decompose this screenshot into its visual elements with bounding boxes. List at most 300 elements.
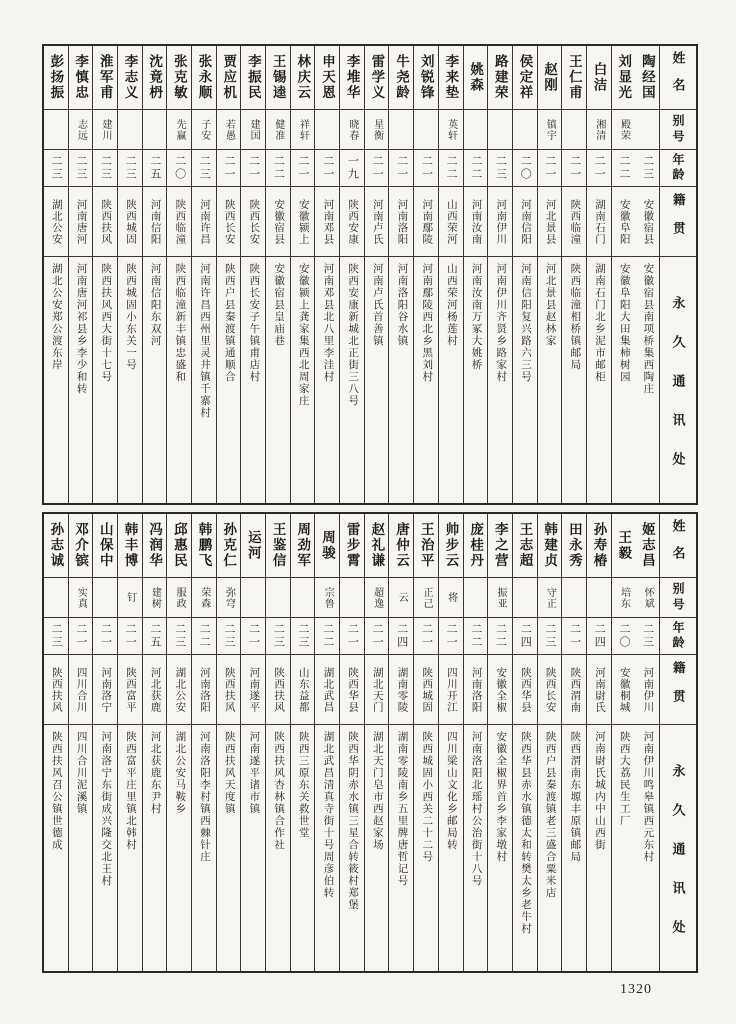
person-alias-cell (69, 110, 93, 150)
person-name-cell (291, 514, 315, 578)
person-alias: 怀斌 (642, 586, 654, 609)
person-alias-cell (562, 578, 586, 618)
person-age-cell (488, 618, 512, 655)
person-address: 安徽阜阳大田集柿树园 (618, 263, 630, 383)
person-native: 河南洛阳 (199, 666, 211, 713)
person-column (537, 514, 562, 971)
person-column (611, 514, 636, 971)
person-native-cell (167, 187, 191, 257)
person-name: 王毅 (616, 530, 632, 561)
person-alias-cell (266, 110, 290, 150)
person-age-cell (217, 618, 241, 655)
header-name (660, 46, 696, 110)
person-name-cell (93, 514, 117, 578)
person-name-cell (143, 514, 167, 578)
person-age-cell (587, 618, 611, 655)
person-name-cell (315, 46, 339, 110)
person-name: 李振民 (245, 54, 261, 101)
person-alias-cell (118, 578, 142, 618)
header-age (660, 150, 696, 187)
person-native: 安徽桐城 (618, 666, 630, 713)
person-age-cell (340, 618, 364, 655)
person-address-cell (118, 725, 142, 971)
person-age-cell (266, 150, 290, 187)
person-native-cell (69, 187, 93, 257)
person-address: 河南遂平诸市镇 (248, 731, 260, 815)
person-alias: 建树 (149, 586, 161, 609)
person-name-cell (167, 514, 191, 578)
header-native-place-label: 籍贯 (671, 193, 686, 250)
directory-section-top (42, 44, 698, 505)
person-name: 陶经国 (639, 54, 655, 101)
person-alias-cell (464, 110, 488, 150)
person-alias: 弥穹 (223, 586, 235, 609)
person-alias-cell (439, 578, 463, 618)
person-native: 陕西长安 (544, 666, 556, 713)
person-native-cell (315, 655, 339, 725)
person-age-cell (635, 618, 659, 655)
person-column (142, 46, 167, 503)
person-alias-cell (365, 110, 389, 150)
person-address-cell (513, 257, 537, 503)
person-name: 唐仲云 (394, 522, 410, 569)
person-column (92, 46, 117, 503)
person-address: 陕西华阴赤水镇三星合转筱村郑堡 (347, 731, 359, 911)
person-alias-cell (587, 578, 611, 618)
person-address-cell (69, 257, 93, 503)
person-native-cell (635, 655, 659, 725)
person-age-cell (93, 150, 117, 187)
person-address-cell (635, 725, 659, 971)
person-native-cell (464, 187, 488, 257)
person-age-cell (69, 618, 93, 655)
person-address: 河南信阳复兴路六三号 (519, 263, 531, 383)
person-name-cell (538, 514, 562, 578)
person-alias-cell (513, 110, 537, 150)
person-alias-cell (143, 578, 167, 618)
person-alias-cell (217, 110, 241, 150)
person-address-cell (69, 725, 93, 971)
person-name-cell (266, 46, 290, 110)
person-name-cell (513, 514, 537, 578)
person-column (240, 514, 265, 971)
person-name: 韩丰博 (122, 522, 138, 569)
person-name: 王志超 (517, 522, 533, 569)
person-age: 二一 (568, 623, 581, 649)
header-address (660, 725, 696, 971)
person-age: 二一 (321, 155, 334, 181)
directory-table (42, 44, 698, 973)
person-address: 河南洛阳谷水镇 (396, 263, 408, 347)
person-address-cell (192, 257, 216, 503)
person-native-cell (488, 655, 512, 725)
person-address: 陕西渭南东塬丰原镇邮局 (569, 731, 581, 863)
person-name: 王仁甫 (566, 54, 582, 101)
person-name: 孙克仁 (221, 522, 237, 569)
person-name: 林庆云 (295, 54, 311, 101)
person-name: 牛尧龄 (394, 54, 410, 101)
person-age: 二一 (346, 623, 359, 649)
person-address-cell (464, 257, 488, 503)
person-native: 安徽阜阳 (618, 198, 630, 245)
person-alias: 子安 (198, 118, 210, 141)
person-native-cell (562, 187, 586, 257)
person-column (339, 46, 364, 503)
person-alias-cell (389, 578, 413, 618)
person-address: 陕西长安子午镇甫店村 (248, 263, 260, 383)
person-alias-cell (488, 110, 512, 150)
person-native: 安徽全椒 (495, 666, 507, 713)
person-age: 二四 (593, 623, 606, 649)
person-address-cell (562, 257, 586, 503)
person-native: 陕西安康 (347, 198, 359, 245)
person-native-cell (513, 655, 537, 725)
person-native-cell (192, 655, 216, 725)
person-address-cell (143, 257, 167, 503)
person-alias-cell (69, 578, 93, 618)
person-alias: 实真 (75, 586, 87, 609)
person-native: 陕西渭南 (569, 666, 581, 713)
person-name-cell (69, 46, 93, 110)
person-alias-cell (414, 110, 438, 150)
person-name: 刘显光 (616, 54, 632, 101)
person-address: 河南洛阳李村镇西棘针庄 (199, 731, 211, 863)
person-name-cell (389, 514, 413, 578)
person-age-cell (192, 150, 216, 187)
person-alias-cell (291, 110, 315, 150)
person-age-cell (118, 150, 142, 187)
person-native: 山东益都 (297, 666, 309, 713)
person-age: 二四 (395, 623, 408, 649)
person-name-cell (241, 514, 265, 578)
person-native-cell (340, 655, 364, 725)
person-column (388, 514, 413, 971)
person-name-cell (439, 46, 463, 110)
person-native-cell (217, 187, 241, 257)
person-age-cell (241, 618, 265, 655)
person-name-cell (69, 514, 93, 578)
person-name-cell (439, 514, 463, 578)
person-name-cell (192, 46, 216, 110)
header-address-label: 永久通讯处 (670, 295, 686, 491)
row-header-column (659, 514, 696, 971)
person-native-cell (365, 655, 389, 725)
person-name: 冯润华 (147, 522, 163, 569)
person-age: 二三 (124, 155, 137, 181)
person-alias: 志远 (75, 118, 87, 141)
person-alias: 钉 (124, 592, 136, 603)
person-name: 路建荣 (492, 54, 508, 101)
person-column (68, 514, 93, 971)
person-age: 二三 (272, 623, 285, 649)
person-age: 二一 (445, 623, 458, 649)
person-alias-cell (513, 578, 537, 618)
person-alias-cell (167, 110, 191, 150)
page-number: 1320 (620, 982, 652, 997)
person-address: 安徽宿县南项桥集西陶庄 (642, 263, 654, 395)
person-age: 二一 (74, 623, 87, 649)
person-native-cell (118, 187, 142, 257)
person-name-cell (241, 46, 265, 110)
person-native: 河南邓县 (322, 198, 334, 245)
person-address-cell (93, 257, 117, 503)
person-name: 韩鹏飞 (196, 522, 212, 569)
person-age: 二一 (420, 623, 433, 649)
person-alias: 若愚 (223, 118, 235, 141)
person-name-cell (414, 514, 438, 578)
person-native: 河南伊川 (495, 198, 507, 245)
person-name-cell (389, 46, 413, 110)
person-native-cell (44, 187, 68, 257)
person-alias-cell (488, 578, 512, 618)
person-column (487, 46, 512, 503)
person-alias-cell (340, 578, 364, 618)
person-age-cell (93, 618, 117, 655)
person-address: 陕西富平庄里镇北韩村 (124, 731, 136, 851)
person-address: 河南卢氏首善镇 (371, 263, 383, 347)
person-native-cell (143, 187, 167, 257)
person-name: 李堆华 (344, 54, 360, 101)
person-address: 安徽全椒界首乡李家墩村 (495, 731, 507, 863)
person-native: 安徽颍上 (297, 198, 309, 245)
person-address: 河南唐河祁县乡李少和转 (75, 263, 87, 395)
person-name: 运河 (245, 530, 261, 561)
person-name: 白洁 (591, 62, 607, 93)
person-native: 河北景县 (544, 198, 556, 245)
person-column (487, 514, 512, 971)
person-native-cell (192, 187, 216, 257)
person-alias: 殿荣 (618, 118, 630, 141)
person-age-cell (69, 150, 93, 187)
person-native-cell (464, 655, 488, 725)
person-alias-cell (439, 110, 463, 150)
person-address: 陕西扶风天度镇 (223, 731, 235, 815)
person-age-cell (414, 150, 438, 187)
person-address: 陕西城固小西关二十二号 (421, 731, 433, 863)
person-address-cell (538, 725, 562, 971)
person-age-cell (538, 150, 562, 187)
person-alias-cell (291, 578, 315, 618)
person-age-cell (167, 618, 191, 655)
person-age-cell (44, 150, 68, 187)
person-native-cell (389, 187, 413, 257)
person-address: 陕西临潼相桥镇邮局 (569, 263, 581, 371)
person-name-cell (488, 46, 512, 110)
person-age-cell (562, 618, 586, 655)
person-alias-cell (562, 110, 586, 150)
person-alias: 荣森 (198, 586, 210, 609)
person-native: 陕西华县 (519, 666, 531, 713)
person-address-cell (439, 257, 463, 503)
person-address-cell (291, 257, 315, 503)
person-native-cell (389, 655, 413, 725)
person-native: 陕西长安 (223, 198, 235, 245)
person-name: 王鉴信 (270, 522, 286, 569)
person-native-cell (587, 187, 611, 257)
person-column (166, 46, 191, 503)
person-column (265, 46, 290, 503)
person-column (314, 46, 339, 503)
person-column (413, 514, 438, 971)
person-alias-cell (538, 578, 562, 618)
person-native-cell (217, 655, 241, 725)
person-name-cell (488, 514, 512, 578)
person-native: 陕西城固 (421, 666, 433, 713)
person-column (216, 46, 241, 503)
person-column (68, 46, 93, 503)
header-name (660, 514, 696, 578)
person-native-cell (414, 187, 438, 257)
person-age: 二二 (445, 155, 458, 181)
person-name: 帅步云 (443, 522, 459, 569)
person-alias: 湘清 (593, 118, 605, 141)
person-column (463, 46, 488, 503)
person-address-cell (167, 257, 191, 503)
person-name-cell (340, 514, 364, 578)
person-age-cell (143, 618, 167, 655)
person-alias-cell (365, 578, 389, 618)
person-alias: 培东 (618, 586, 630, 609)
person-address-cell (365, 725, 389, 971)
person-name-cell (635, 46, 659, 110)
person-column (364, 46, 389, 503)
person-name: 山保中 (97, 522, 113, 569)
person-address-cell (587, 257, 611, 503)
person-name-cell (217, 46, 241, 110)
person-name-cell (315, 514, 339, 578)
person-name: 侯定祥 (517, 54, 533, 101)
person-age-cell (217, 150, 241, 187)
person-age: 二二 (469, 623, 482, 649)
person-name: 赵刚 (542, 62, 558, 93)
person-native-cell (538, 187, 562, 257)
person-native-cell (315, 187, 339, 257)
person-column (290, 46, 315, 503)
person-name: 王治平 (418, 522, 434, 569)
person-name-cell (44, 514, 68, 578)
person-name: 田永秀 (566, 522, 582, 569)
person-name-cell (118, 514, 142, 578)
person-alias-cell (538, 110, 562, 150)
person-address-cell (291, 725, 315, 971)
person-native: 陕西富平 (124, 666, 136, 713)
person-native: 陕西扶风 (223, 666, 235, 713)
person-native-cell (291, 655, 315, 725)
person-address: 陕西大荔民生工厂 (618, 731, 630, 827)
directory-section-bottom (42, 512, 698, 973)
person-address: 河南洛宁东街成兴隆交北王村 (100, 731, 112, 887)
person-native: 湖南石门 (594, 198, 606, 245)
person-name: 姚森 (468, 62, 484, 93)
person-native: 湖北武昌 (322, 666, 334, 713)
person-alias-cell (612, 578, 636, 618)
person-alias: 健准 (272, 118, 284, 141)
header-age-label: 年龄 (671, 621, 685, 651)
person-age: 二一 (247, 155, 260, 181)
person-address: 陕西户县秦渡镇老三盛合粟米店 (544, 731, 556, 899)
person-native: 山西荣河 (445, 198, 457, 245)
person-age: 二一 (222, 155, 235, 181)
person-native: 陕西临潼 (174, 198, 186, 245)
person-age: 二二 (469, 155, 482, 181)
person-age-cell (612, 618, 636, 655)
person-age-cell (439, 618, 463, 655)
person-name: 李志义 (122, 54, 138, 101)
person-native: 湖北公安 (50, 198, 62, 245)
person-age: 二〇 (519, 155, 532, 181)
person-native-cell (365, 187, 389, 257)
person-native-cell (266, 655, 290, 725)
person-native-cell (513, 187, 537, 257)
person-age: 二一 (371, 155, 384, 181)
person-native-cell (414, 655, 438, 725)
person-address-cell (464, 725, 488, 971)
header-alias (660, 578, 696, 618)
person-age: 二一 (371, 623, 384, 649)
person-native-cell (118, 655, 142, 725)
person-native-cell (538, 655, 562, 725)
person-address-cell (612, 725, 636, 971)
person-age: 二一 (543, 155, 556, 181)
person-alias-cell (167, 578, 191, 618)
person-age: 二二 (272, 155, 285, 181)
person-column (191, 514, 216, 971)
person-age: 二三 (50, 155, 63, 181)
person-native-cell (587, 655, 611, 725)
person-address: 湖北武昌清真寺街十号周彦伯转 (322, 731, 334, 899)
person-address-cell (365, 257, 389, 503)
header-address (660, 257, 696, 503)
person-address: 安徽宿县皇庙巷 (273, 263, 285, 347)
person-alias: 英轩 (445, 118, 457, 141)
person-column (561, 514, 586, 971)
header-name-label: 姓名 (670, 518, 686, 573)
person-alias-cell (635, 110, 659, 150)
person-address: 四川梁山文化乡邮局转 (445, 731, 457, 851)
person-age-cell (315, 150, 339, 187)
person-address: 陕西安康新城北正街三八号 (347, 263, 359, 407)
person-column (413, 46, 438, 503)
person-column (438, 514, 463, 971)
person-age: 二二 (494, 623, 507, 649)
person-native-cell (291, 187, 315, 257)
person-alias: 晓春 (346, 118, 358, 141)
person-age: 二三 (99, 155, 112, 181)
person-name-cell (464, 46, 488, 110)
person-alias-cell (340, 110, 364, 150)
person-alias-cell (464, 578, 488, 618)
person-address-cell (340, 725, 364, 971)
person-native-cell (488, 187, 512, 257)
person-age-cell (439, 150, 463, 187)
person-age: 二五 (148, 623, 161, 649)
person-address: 陕西扶风召公镇世德成 (50, 731, 62, 851)
person-native: 湖北公安 (174, 666, 186, 713)
person-age-cell (192, 618, 216, 655)
person-alias-cell (414, 578, 438, 618)
person-column (339, 514, 364, 971)
person-age-cell (143, 150, 167, 187)
person-address-cell (414, 257, 438, 503)
person-native: 河南洛阳 (396, 198, 408, 245)
person-age-cell (167, 150, 191, 187)
person-address: 河南伊川齐贤乡路家村 (495, 263, 507, 383)
person-address-cell (389, 725, 413, 971)
person-native-cell (241, 655, 265, 725)
header-native-place (660, 655, 696, 725)
person-column (561, 46, 586, 503)
person-native-cell (439, 187, 463, 257)
